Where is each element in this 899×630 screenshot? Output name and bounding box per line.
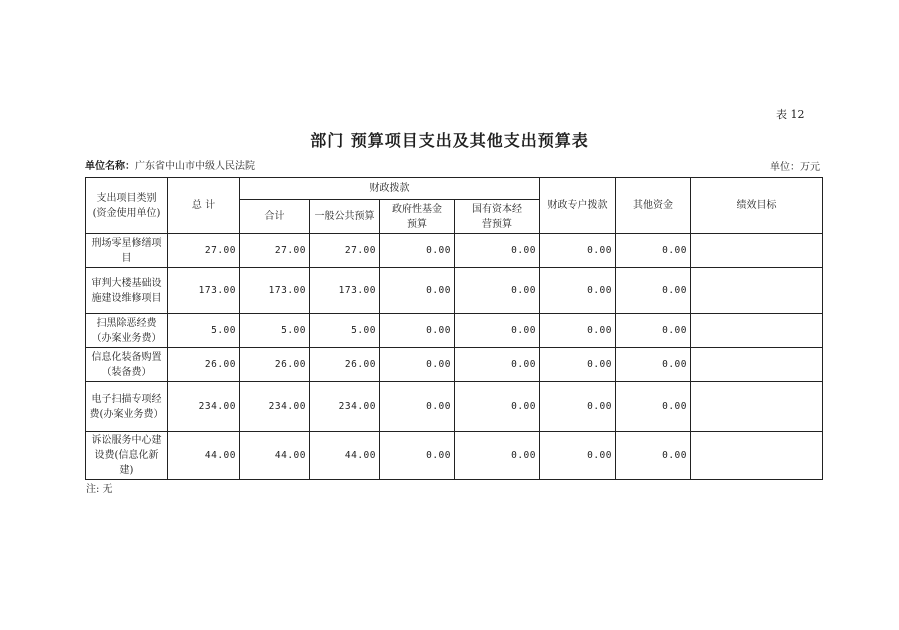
row-general: 27.00 <box>310 234 380 268</box>
row-total: 44.00 <box>168 432 240 480</box>
budget-table <box>85 177 823 480</box>
row-subtotal: 44.00 <box>240 432 310 480</box>
table-row <box>86 314 823 348</box>
row-special: 0.00 <box>540 268 616 314</box>
row-performance <box>691 234 823 268</box>
header-total: 总 计 <box>168 178 240 234</box>
row-subtotal: 173.00 <box>240 268 310 314</box>
row-state-capital: 0.00 <box>455 432 540 480</box>
row-gov-fund: 0.00 <box>380 234 455 268</box>
header-subtotal: 合计 <box>240 200 310 234</box>
table-row <box>86 234 823 268</box>
row-special: 0.00 <box>540 314 616 348</box>
header-row-1 <box>86 178 823 200</box>
row-subtotal: 5.00 <box>240 314 310 348</box>
page-title: 部门 预算项目支出及其他支出预算表 <box>310 131 589 150</box>
table-number: 表 12 <box>776 108 805 121</box>
row-special: 0.00 <box>540 382 616 432</box>
row-total: 26.00 <box>168 348 240 382</box>
row-category: 电子扫描专项经费(办案业务费） <box>86 382 168 432</box>
row-state-capital: 0.00 <box>455 234 540 268</box>
money-unit: 单位：万元 <box>770 162 820 173</box>
row-category: 审判大楼基础设施建设维修项目 <box>86 268 168 314</box>
row-other: 0.00 <box>616 268 691 314</box>
row-state-capital: 0.00 <box>455 382 540 432</box>
row-performance <box>691 432 823 480</box>
header-fiscal: 财政拨款 <box>240 178 540 200</box>
row-subtotal: 26.00 <box>240 348 310 382</box>
row-other: 0.00 <box>616 382 691 432</box>
row-performance <box>691 382 823 432</box>
row-total: 5.00 <box>168 314 240 348</box>
row-subtotal: 27.00 <box>240 234 310 268</box>
row-performance <box>691 268 823 314</box>
row-gov-fund: 0.00 <box>380 268 455 314</box>
row-gov-fund: 0.00 <box>380 432 455 480</box>
row-category: 刑场零星修缮项目 <box>86 234 168 268</box>
table-row <box>86 268 823 314</box>
header-performance: 绩效目标 <box>691 178 823 234</box>
row-special: 0.00 <box>540 348 616 382</box>
table-row <box>86 348 823 382</box>
row-category: 扫黑除恶经费（办案业务费） <box>86 314 168 348</box>
row-subtotal: 234.00 <box>240 382 310 432</box>
row-gov-fund: 0.00 <box>380 314 455 348</box>
row-category: 诉讼服务中心建设费(信息化新建) <box>86 432 168 480</box>
header-category: 支出项目类别(资金使用单位) <box>86 178 168 234</box>
row-gov-fund: 0.00 <box>380 348 455 382</box>
unit-name-label: 单位名称： <box>85 161 135 172</box>
row-special: 0.00 <box>540 432 616 480</box>
row-total: 27.00 <box>168 234 240 268</box>
row-other: 0.00 <box>616 314 691 348</box>
row-category: 信息化装备购置（装备费） <box>86 348 168 382</box>
row-special: 0.00 <box>540 234 616 268</box>
row-other: 0.00 <box>616 432 691 480</box>
row-general: 5.00 <box>310 314 380 348</box>
row-total: 173.00 <box>168 268 240 314</box>
header-general-budget: 一般公共预算 <box>310 200 380 234</box>
row-other: 0.00 <box>616 348 691 382</box>
row-general: 26.00 <box>310 348 380 382</box>
row-general: 44.00 <box>310 432 380 480</box>
row-general: 173.00 <box>310 268 380 314</box>
header-gov-fund: 政府性基金预算 <box>380 200 455 234</box>
footnote: 注: 无 <box>86 484 113 495</box>
row-state-capital: 0.00 <box>455 268 540 314</box>
table-row <box>86 432 823 480</box>
row-performance <box>691 314 823 348</box>
table-row <box>86 382 823 432</box>
header-state-capital: 国有资本经营预算 <box>455 200 540 234</box>
row-state-capital: 0.00 <box>455 348 540 382</box>
row-performance <box>691 348 823 382</box>
row-other: 0.00 <box>616 234 691 268</box>
row-state-capital: 0.00 <box>455 314 540 348</box>
row-gov-fund: 0.00 <box>380 382 455 432</box>
unit-name-value: 广东省中山市中级人民法院 <box>135 161 255 172</box>
header-other: 其他资金 <box>616 178 691 234</box>
unit-name-line <box>85 157 255 172</box>
header-special: 财政专户拨款 <box>540 178 616 234</box>
row-general: 234.00 <box>310 382 380 432</box>
row-total: 234.00 <box>168 382 240 432</box>
